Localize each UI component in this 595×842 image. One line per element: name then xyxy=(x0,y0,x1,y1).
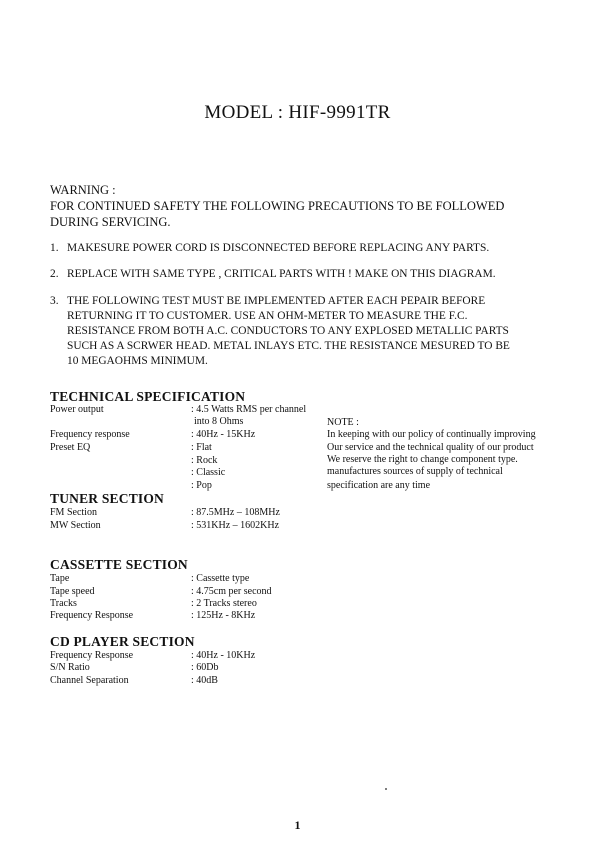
cassette-section-heading: CASSETTE SECTION xyxy=(50,557,188,572)
spec-value: : 40dB xyxy=(191,675,218,686)
note-line: manufactures sources of supply of technical xyxy=(327,466,503,477)
precaution-number: 3. xyxy=(50,295,59,307)
spec-value: : 40Hz - 15KHz xyxy=(191,429,256,440)
warning-heading: WARNING : xyxy=(50,183,116,197)
spec-label: Preset EQ xyxy=(50,442,91,453)
spec-value: : Rock xyxy=(191,455,218,466)
spec-label: Tape xyxy=(50,573,70,584)
spec-value: : Classic xyxy=(191,467,226,478)
technical-spec-heading: TECHNICAL SPECIFICATION xyxy=(50,389,246,404)
spec-value: : 2 Tracks stereo xyxy=(191,598,257,609)
note-line: Our service and the technical quality of our product xyxy=(327,442,534,453)
spec-value: : Pop xyxy=(191,480,212,491)
note-heading: NOTE : xyxy=(327,417,359,428)
spec-value: : 4.5 Watts RMS per channel xyxy=(191,404,307,415)
spec-value: : Flat xyxy=(191,442,212,453)
spec-value: : 87.5MHz – 108MHz xyxy=(191,507,280,518)
precaution-number: 1. xyxy=(50,242,59,254)
note-line: specification are any time xyxy=(327,480,431,491)
spec-label: Channel Separation xyxy=(50,675,129,686)
precaution-text: REPLACE WITH SAME TYPE , CRITICAL PARTS WITH ! MAKE ON THIS DIAGRAM. xyxy=(67,268,496,280)
note-line: We reserve the right to change component type. xyxy=(327,454,518,465)
precaution-text: THE FOLLOWING TEST MUST BE IMPLEMENTED AFTER EACH PEPAIR BEFORE xyxy=(67,295,486,307)
precaution-item xyxy=(50,267,496,282)
spec-label: Tracks xyxy=(50,598,77,609)
spec-label: FM Section xyxy=(50,507,97,518)
spec-value: : 40Hz - 10KHz xyxy=(191,650,256,661)
precaution-text: RESISTANCE FROM BOTH A.C. CONDUCTORS TO ANY EXPLOSED METALLIC PARTS xyxy=(67,325,509,337)
spec-label: Frequency response xyxy=(50,429,130,440)
precaution-text: RETURNING IT TO CUSTOMER. USE AN OHM-METER TO MEASURE THE F.C. xyxy=(67,310,468,322)
precaution-text: 10 MEGAOHMS MINIMUM. xyxy=(67,355,208,367)
spec-label: Frequency Response xyxy=(50,650,134,661)
warning-line: FOR CONTINUED SAFETY THE FOLLOWING PRECAUTIONS TO BE FOLLOWED xyxy=(50,199,505,213)
page-title: MODEL : HIF-9991TR xyxy=(204,102,391,123)
precaution-text: MAKESURE POWER CORD IS DISCONNECTED BEFORE REPLACING ANY PARTS. xyxy=(67,242,490,254)
cd-player-section-heading: CD PLAYER SECTION xyxy=(50,634,195,649)
spec-label: Frequency Response xyxy=(50,610,134,621)
scan-speck xyxy=(385,788,387,790)
spec-label: Tape speed xyxy=(50,586,95,597)
spec-value: : 531KHz – 1602KHz xyxy=(191,520,280,531)
spec-value: : 125Hz - 8KHz xyxy=(191,610,256,621)
spec-label: S/N Ratio xyxy=(50,662,90,673)
spec-value: : Cassette type xyxy=(191,573,250,584)
page-number: 1 xyxy=(294,818,301,832)
warning-line: DURING SERVICING. xyxy=(50,215,171,229)
precaution-item xyxy=(50,241,489,256)
spec-value: : 60Db xyxy=(191,662,219,673)
precaution-text: SUCH AS A SCRWER HEAD. METAL INLAYS ETC. THE RESISTANCE MESURED TO BE xyxy=(67,340,510,352)
tuner-section-heading: TUNER SECTION xyxy=(50,491,165,506)
spec-value: into 8 Ohms xyxy=(194,416,244,427)
note-line: In keeping with our policy of continually improving xyxy=(327,429,536,440)
precaution-item xyxy=(50,294,510,369)
spec-label: MW Section xyxy=(50,520,101,531)
spec-label: Power output xyxy=(50,404,104,415)
precaution-number: 2. xyxy=(50,268,59,280)
spec-value: : 4.75cm per second xyxy=(191,586,272,597)
